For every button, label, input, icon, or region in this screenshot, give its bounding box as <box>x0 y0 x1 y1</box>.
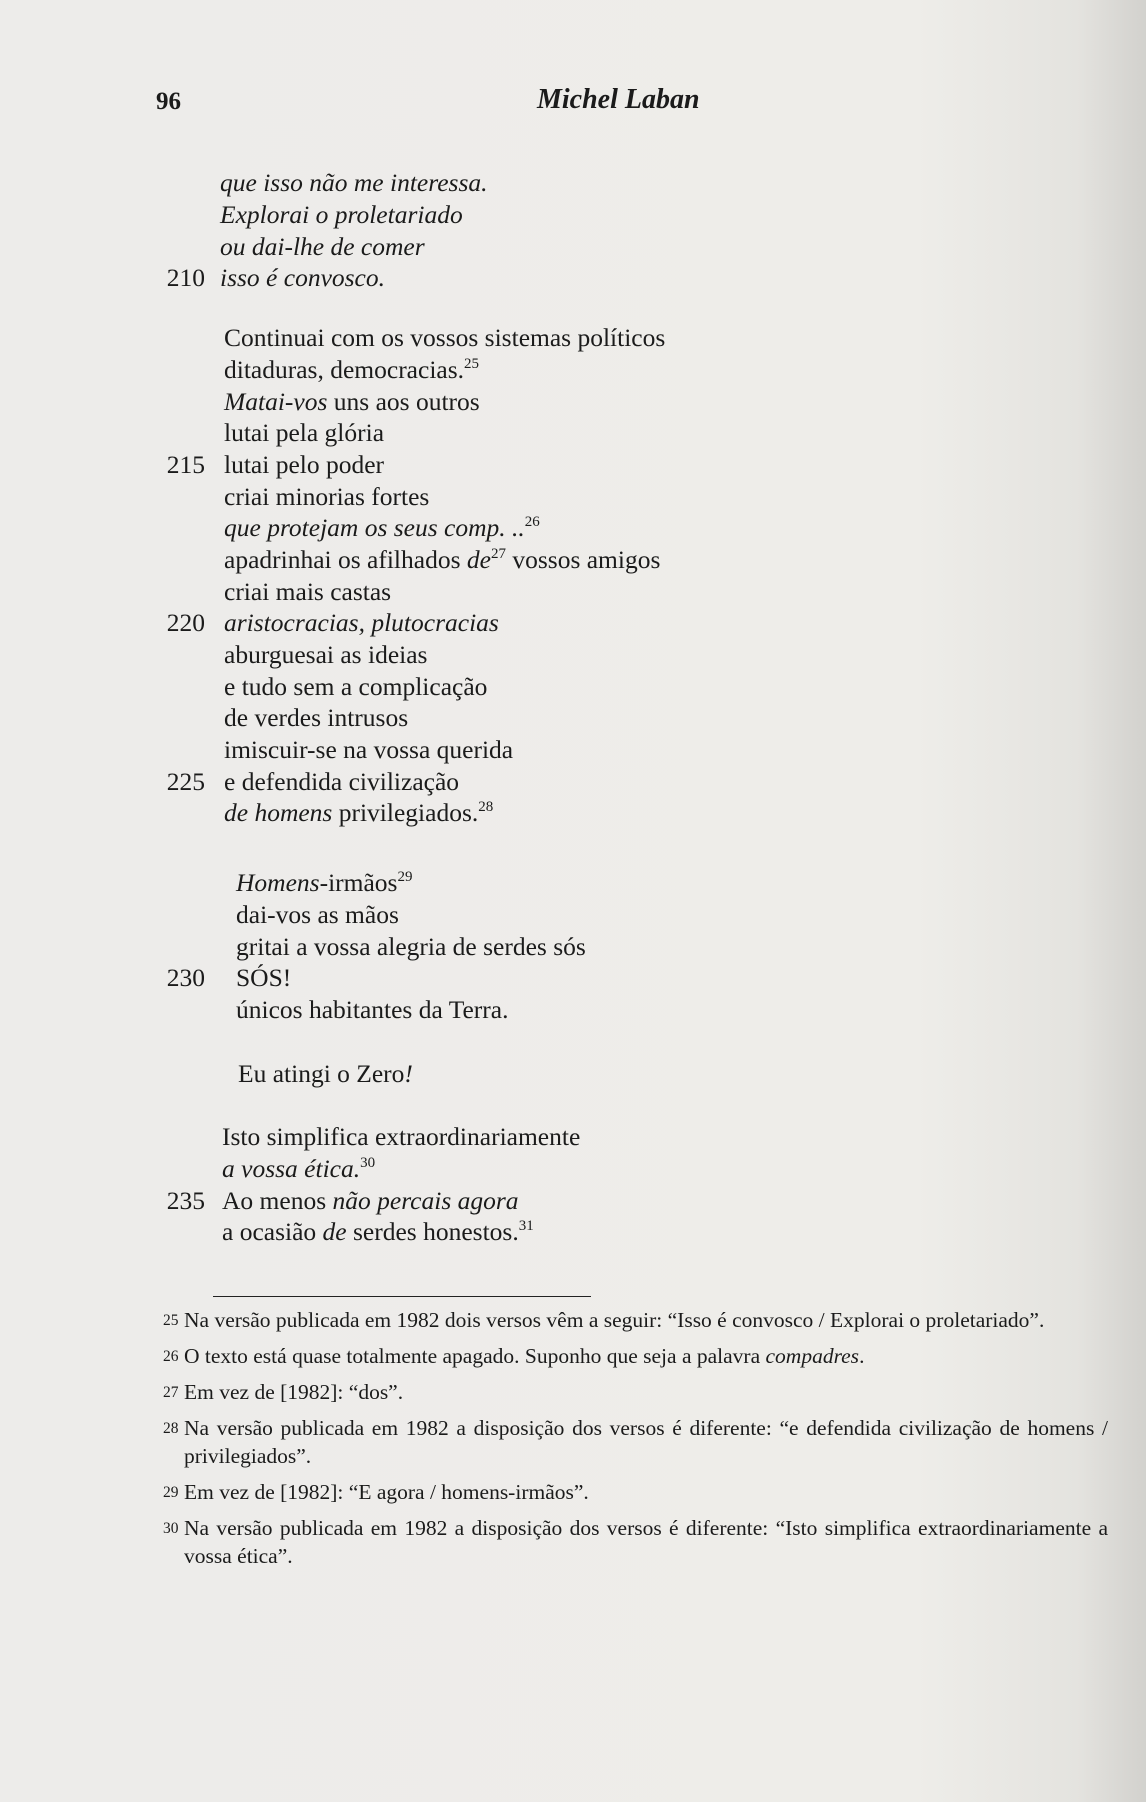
footnote-ref[interactable]: 26 <box>524 514 540 531</box>
verse-line <box>224 512 665 544</box>
text-run: vossos amigos <box>505 544 661 574</box>
verse-line <box>222 1216 580 1248</box>
footnote-ref[interactable]: 27 <box>490 545 506 562</box>
verse-text <box>220 200 463 229</box>
verse-line <box>224 481 665 513</box>
verse-text <box>220 263 385 292</box>
verse-text <box>236 932 586 961</box>
footnote-number: 30 <box>163 1520 179 1537</box>
text-run: dai-vos as mãos <box>236 899 399 929</box>
text-run: a vossa ética. <box>222 1153 361 1183</box>
verse-line <box>236 867 586 899</box>
line-number: 220 <box>166 608 205 638</box>
footnote-text <box>184 1342 1108 1370</box>
verse-line <box>224 702 665 734</box>
verse-text <box>238 1059 413 1088</box>
text-run: aristocracias, plutocracias <box>224 608 499 638</box>
verse-line <box>224 671 665 703</box>
footnote <box>163 1306 1108 1334</box>
text-run: Em vez de [1982]: “E agora / homens-irmãos”. <box>184 1480 589 1504</box>
text-run: de <box>322 1217 347 1247</box>
verse-line <box>224 797 665 829</box>
verse-line <box>222 1121 580 1153</box>
line-number: 215 <box>166 449 205 479</box>
stanza <box>166 322 666 829</box>
text-run: O texto está quase totalmente apagado. Suponho que seja a palavra <box>184 1344 766 1368</box>
verse-text <box>224 387 480 416</box>
verse-text <box>224 640 427 669</box>
verse-text <box>236 995 508 1024</box>
footnote-text <box>184 1514 1108 1570</box>
text-run: únicos habitantes da Terra. <box>236 994 509 1024</box>
verse-text <box>222 1186 519 1215</box>
stanza <box>166 167 488 294</box>
footnote-ref[interactable]: 29 <box>397 869 413 886</box>
text-run: apadrinhai os afilhados <box>224 544 467 574</box>
text-run: ou dai-lhe de comer <box>220 231 425 261</box>
text-run: lutai pelo poder <box>224 449 385 479</box>
footnote-text <box>184 1306 1108 1334</box>
text-run: ditaduras, democracias. <box>224 354 465 384</box>
text-run: e tudo sem a complicação <box>224 671 488 701</box>
footnote-number: 27 <box>163 1384 179 1401</box>
line-number: 210 <box>166 263 205 293</box>
stanza <box>166 1121 581 1248</box>
verse-text <box>220 232 425 261</box>
line-number: 235 <box>166 1185 205 1215</box>
line-number: 230 <box>166 963 205 993</box>
text-run: privilegiados. <box>332 798 479 828</box>
text-run: Na versão publicada em 1982 a disposição dos versos é diferente: “Isto simplifica extraordinariamente a vossa ética”. <box>184 1516 1108 1568</box>
text-run: Isto simplifica extraordinariamente <box>222 1122 581 1152</box>
text-run: Ao menos <box>222 1185 333 1215</box>
verse-text <box>224 418 384 447</box>
text-run: Matai-vos <box>224 386 328 416</box>
footnote-ref[interactable]: 25 <box>464 355 480 372</box>
text-run: lutai pela glória <box>224 418 385 448</box>
verse-text <box>224 767 459 796</box>
verse-line <box>166 766 665 798</box>
text-run: que protejam os seus comp. .. <box>224 513 525 543</box>
text-run: -irmãos <box>319 868 398 898</box>
footnote <box>163 1514 1108 1570</box>
footnote-ref[interactable]: 28 <box>478 799 494 816</box>
page-number: 96 <box>156 88 181 115</box>
text-run: e defendida civilização <box>224 766 460 796</box>
text-run: Explorai o proletariado <box>220 199 463 229</box>
footnote-number: 29 <box>163 1484 179 1501</box>
verse-text <box>224 798 493 827</box>
text-run: a ocasião <box>222 1217 323 1247</box>
text-run: criai minorias fortes <box>224 481 430 511</box>
text-run: Eu atingi o Zero <box>238 1059 405 1089</box>
footnote-ref[interactable]: 31 <box>518 1218 534 1235</box>
verse-line <box>166 962 586 994</box>
footnote-text <box>184 1378 1108 1406</box>
verse-text <box>236 963 291 992</box>
stanza <box>166 867 586 1025</box>
verse-text <box>224 577 391 606</box>
text-run: Na versão publicada em 1982 dois versos vêm a seguir: “Isso é convosco / Explorai o proletariado”. <box>184 1308 1045 1332</box>
text-run: Homens <box>236 868 320 898</box>
footnote <box>163 1478 1108 1506</box>
text-run: de <box>466 544 491 574</box>
text-run: Em vez de [1982]: “dos”. <box>184 1380 404 1404</box>
verse-text <box>222 1217 534 1246</box>
verse-text <box>224 672 487 701</box>
footnote <box>163 1342 1108 1370</box>
footnote-number: 25 <box>163 1312 179 1329</box>
text-run: Continuai com os vossos sistemas políticos <box>224 323 666 353</box>
verse-text <box>224 355 479 384</box>
text-run: criai mais castas <box>224 576 392 606</box>
verse-line <box>224 544 665 576</box>
verse-line <box>166 1185 580 1217</box>
verse-text <box>220 168 488 197</box>
text-run: Na versão publicada em 1982 a disposição dos versos é diferente: “e defendida civilização de homens / privilegiados”. <box>184 1416 1108 1468</box>
footnote-text <box>184 1414 1108 1470</box>
verse-line <box>166 607 665 639</box>
verse-line <box>236 994 586 1026</box>
verse-text <box>222 1154 375 1183</box>
verse-line <box>238 1058 413 1090</box>
text-run: SÓS! <box>236 963 292 993</box>
footnote <box>163 1378 1108 1406</box>
footnote-rule <box>213 1296 591 1297</box>
verse-text <box>224 545 660 574</box>
verse-text <box>236 900 399 929</box>
verse-text <box>222 1122 580 1151</box>
verse-line <box>224 354 665 386</box>
verse-line <box>166 262 488 294</box>
text-run: ! <box>404 1059 413 1089</box>
verse-line <box>224 322 665 354</box>
verse-line <box>222 1153 580 1185</box>
verse-line <box>220 231 488 263</box>
verse-text <box>224 703 408 732</box>
text-run: de verdes intrusos <box>224 703 409 733</box>
page-header <box>0 84 1146 128</box>
verse-line <box>224 417 665 449</box>
verse-text <box>224 608 499 637</box>
text-run: uns aos outros <box>327 386 480 416</box>
footnote <box>163 1414 1108 1470</box>
text-run: compadres <box>765 1344 860 1368</box>
text-run: não percais agora <box>332 1185 519 1215</box>
verse-text <box>224 735 513 764</box>
verse-line <box>236 931 586 963</box>
text-run: imiscuir-se na vossa querida <box>224 735 514 765</box>
text-run: serdes honestos. <box>346 1217 519 1247</box>
verse-text <box>224 323 665 352</box>
footnote-number: 26 <box>163 1348 179 1365</box>
text-run: aburguesai as ideias <box>224 640 428 670</box>
verse-line <box>220 167 488 199</box>
text-run: gritai a vossa alegria de serdes sós <box>236 931 586 961</box>
footnotes <box>163 1306 1108 1578</box>
text-run: de homens <box>224 798 333 828</box>
verse-line <box>236 899 586 931</box>
verse-text <box>236 868 412 897</box>
footnote-ref[interactable]: 30 <box>360 1154 376 1171</box>
verse-line <box>224 639 665 671</box>
verse-text <box>224 513 540 542</box>
verse-text <box>224 450 384 479</box>
verse-line <box>224 734 665 766</box>
verse-line <box>224 386 665 418</box>
stanza <box>238 1058 413 1090</box>
verse-line <box>220 199 488 231</box>
footnote-number: 28 <box>163 1420 179 1437</box>
footnote-text <box>184 1478 1108 1506</box>
running-head: Michel Laban <box>537 84 700 115</box>
verse-line <box>224 576 665 608</box>
line-number: 225 <box>166 766 205 796</box>
text-run: . <box>859 1344 865 1368</box>
text-run: que isso não me interessa. <box>220 168 488 198</box>
verse-line <box>166 449 665 481</box>
verse-text <box>224 482 429 511</box>
text-run: isso é convosco. <box>220 263 386 293</box>
